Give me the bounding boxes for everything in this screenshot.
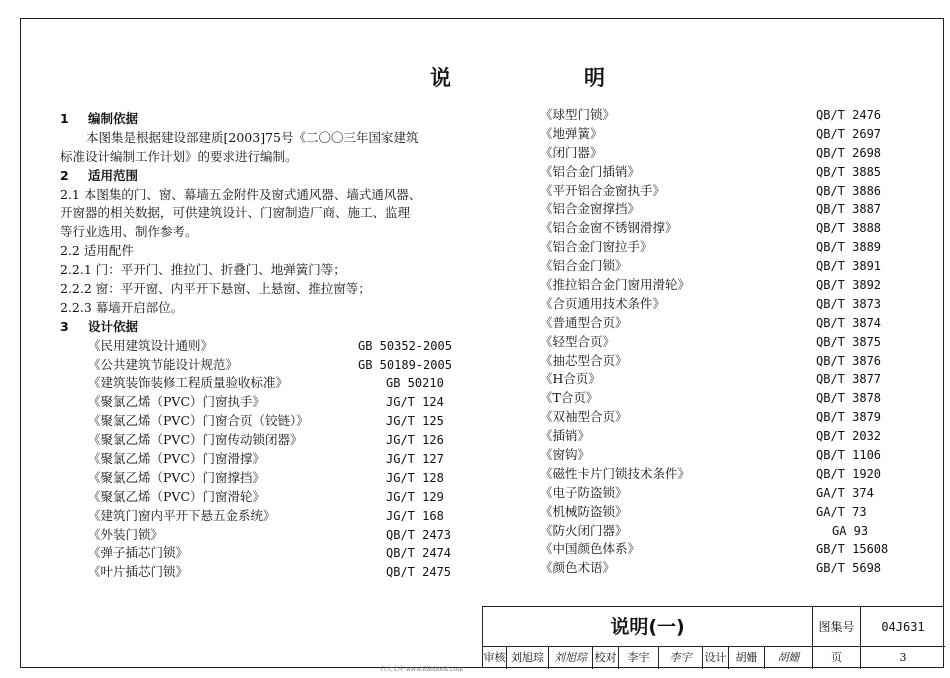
reference-row: 《双袖型合页》 QB/T 3879 [540, 409, 882, 425]
reference-row: 《插销》 QB/T 2032 [540, 428, 882, 444]
drawing-name: 说明(一) [483, 607, 813, 647]
section-2-heading: 2 适用范围 [60, 167, 139, 183]
reference-row: 《弹子插芯门锁》 QB/T 2474 [88, 545, 452, 561]
section-2-text: 2.2 适用配件 [60, 243, 134, 259]
design-label: 设计 [703, 647, 729, 669]
section-2-text: 2.2.3 幕墙开启部位。 [60, 299, 184, 315]
reference-row: 《T合页》 QB/T 3878 [540, 390, 882, 406]
section-2-text: 2.2.2 窗：平开窗、内平开下悬窗、上悬窗、推拉窗等； [60, 281, 371, 297]
reference-row: 《叶片插芯门锁》 QB/T 2475 [88, 564, 452, 580]
reference-row: 《磁性卡片门锁技术条件》 QB/T 1920 [540, 465, 882, 481]
reference-row: 《机械防盗锁》 GA/T 73 [540, 503, 867, 519]
reference-row: 《铝合金门插销》 QB/T 3885 [540, 163, 882, 179]
reference-row: 《地弹簧》 QB/T 2697 [540, 125, 882, 141]
section-2-text: 等行业选用、制作参考。 [60, 224, 198, 240]
section-1-text: 本图集是根据建设部建质[2003]75号《二〇〇三年国家建筑 [86, 129, 419, 145]
reference-row: 《聚氯乙烯（PVC）门窗滑撑》 JG/T 127 [88, 451, 444, 467]
reference-row: 《推拉铝合金门窗用滑轮》 QB/T 3892 [540, 277, 882, 293]
reference-row: 《合页通用技术条件》 QB/T 3873 [540, 295, 882, 311]
designer-name: 胡姗 [729, 647, 765, 669]
reference-row: 《窗钩》 QB/T 1106 [540, 447, 882, 463]
page-title: 说 明 [430, 66, 661, 90]
section-3-heading: 3 设计依据 [60, 318, 139, 334]
reference-row: 《中国颜色体系》 GB/T 15608 [540, 541, 889, 557]
reference-row: 《聚氯乙烯（PVC）门窗执手》 JG/T 124 [88, 394, 444, 410]
atlas-number-label: 图集号 [813, 607, 861, 647]
title-block [482, 606, 944, 668]
reference-row: 《平开铝合金窗执手》 QB/T 3886 [540, 182, 882, 198]
checker-name: 李宇 [619, 647, 659, 669]
watermark-footer: 石大文库 www.88ebook.com [380, 666, 463, 673]
reference-row: 《聚氯乙烯（PVC）门窗滑轮》 JG/T 129 [88, 488, 444, 504]
atlas-number: 04J631 [861, 607, 945, 647]
section-2-text: 开窗器的相关数据，可供建筑设计、门窗制造厂商、施工、监理 [60, 205, 411, 221]
reference-row: 《抽芯型合页》 QB/T 3876 [540, 352, 882, 368]
reference-row: 《铝合金窗撑挡》 QB/T 3887 [540, 201, 882, 217]
reference-row: 《轻型合页》 QB/T 3875 [540, 333, 882, 349]
reference-row: 《电子防盗锁》 GA/T 374 [540, 484, 874, 500]
reviewer-name: 刘旭琮 [507, 647, 549, 669]
section-1-heading: 1 编制依据 [60, 111, 139, 126]
reference-row: 《防火闭门器》 GA 93 [540, 522, 869, 538]
reference-row: 《外装门锁》 QB/T 2473 [88, 526, 452, 542]
reference-row: 《聚氯乙烯（PVC）门窗传动锁闭器》 JG/T 126 [88, 432, 444, 448]
reference-row: 《民用建筑设计通则》 GB 50352-2005 [88, 337, 452, 353]
section-2-text: 2.1 本图集的门、窗、幕墙五金附件及窗式通风器、墙式通风器、 [60, 186, 422, 202]
reference-row: 《铝合金窗不锈钢滑撑》 QB/T 3888 [540, 220, 882, 236]
reference-row: 《H合页》 QB/T 3877 [540, 371, 882, 387]
reference-row: 《铝合金门窗拉手》 QB/T 3889 [540, 239, 882, 255]
page-label: 页 [813, 647, 861, 669]
designer-signature: 胡姗 [765, 647, 813, 669]
section-1-text: 标准设计编制工作计划》的要求进行编制。 [60, 148, 298, 164]
reference-row: 《颜色术语》 GB/T 5698 [540, 560, 882, 576]
section-2-text: 2.2.1 门：平开门、推拉门、折叠门、地弹簧门等； [60, 262, 346, 278]
reference-row: 《闭门器》 QB/T 2698 [540, 144, 882, 160]
reference-row: 《球型门锁》 QB/T 2476 [540, 107, 882, 122]
reference-row: 《普通型合页》 QB/T 3874 [540, 314, 882, 330]
reference-row: 《铝合金门锁》 QB/T 3891 [540, 258, 882, 274]
review-label: 审核 [483, 647, 507, 669]
signature-row [483, 647, 945, 669]
left-column [60, 110, 470, 582]
check-label: 校对 [593, 647, 619, 669]
reference-row: 《公共建筑节能设计规范》 GB 50189-2005 [88, 356, 452, 372]
reference-row: 《建筑装饰装修工程质量验收标准》 GB 50210 [88, 375, 444, 391]
reference-row: 《聚氯乙烯（PVC）门窗合页（铰链）》 JG/T 125 [88, 413, 444, 429]
reviewer-signature: 刘旭琮 [549, 647, 593, 669]
reference-row: 《建筑门窗内平开下悬五金系统》 JG/T 168 [88, 507, 444, 523]
right-column [540, 106, 920, 578]
reference-row: 《聚氯乙烯（PVC）门窗撑挡》 JG/T 128 [88, 469, 444, 485]
page-number: 3 [899, 651, 907, 664]
checker-signature: 李宇 [659, 647, 703, 669]
